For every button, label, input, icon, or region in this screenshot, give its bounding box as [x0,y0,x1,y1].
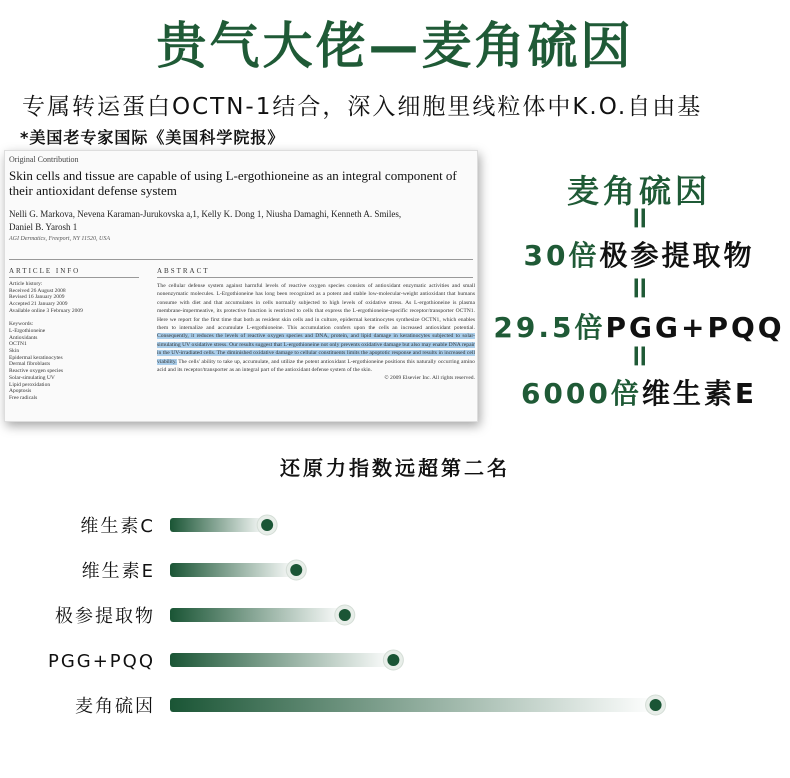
bar-end-dot [650,699,662,711]
bar [170,608,345,622]
bar-end-dot [290,564,302,576]
comparison-item: 维生素E [641,377,758,410]
multiplier: 6000倍 [520,377,642,410]
subtitle: 专属转运蛋白OCTN-1结合，深入细胞里线粒体中K.O.自由基 [22,94,703,120]
comparison-line-4 [488,372,790,412]
source-note: *美国老专家国际《美国科学院报》 [20,128,285,147]
article-info-heading: ARTICLE INFO [9,267,81,275]
copyright: © 2009 Elsevier Inc. All rights reserved. [384,375,475,382]
equals-sign: = [622,275,657,301]
paper-affiliation: AGI Dermatics, Freeport, NY 11520, USA [9,236,110,242]
bar [170,698,656,712]
divider [9,277,139,278]
bar-label: 极参提取物 [55,606,155,627]
bar [170,518,267,532]
bar [170,653,393,667]
page-title: 贵气大佬—麦角硫因 [156,17,634,75]
paper-title: Skin cells and tissue are capable of using L-ergothioneine as an integral component of their antioxidant defense system [9,168,457,198]
paper-authors: Nelli G. Markova, Nevena Karaman-Jurukovska a,1, Kelly K. Dong 1, Niusha Damaghi, Kenneth A. Smiles, Daniel B. Yarosh 1 [9,209,402,232]
bar-label: 维生素E [81,561,155,582]
bar-end-dot [387,654,399,666]
article-info: Article history: Received 26 August 2008 Revised 16 January 2009 Accepted 21 January 2009 Available online 3 February 2009 Keywords: L-Ergothioneine Antioxidants OCTN1 Skin Epidermal keratinocytes Dermal fibroblasts Reactive oxygen species Solar-simulating UV Lipid peroxidation Apoptosis Free radicals [9,281,83,401]
multiplier: 30倍 [523,239,600,272]
bar-label: 麦角硫因 [75,696,155,717]
divider [157,277,473,278]
paper-screenshot [4,150,478,422]
equals-sign: = [622,343,657,369]
bar-chart [0,500,790,730]
paper-label: Original Contribution [9,155,79,164]
abstract-highlight: Consequently, it reduces the levels of reactive oxygen species and DNA, protein, and lipid damage in keratinocytes subjected to solar-simulating UV oxidative stress. Our results suggest that L-ergothioneine not only prevents oxidative damage but also may enable DNA repair in the UV-irradiated cells. The diminished oxidative damage to cellular constituents limits the apoptotic response and results in increased cell viability. [157,333,475,365]
abstract-tail: The cells' ability to take up, accumulate, and utilize the potent antioxidant L-ergothioneine positions this naturally occurring amino acid and its receptor/transporter as an integral part of the antioxidant defense system of the skin. [157,358,475,374]
bar [170,563,296,577]
bar-end-dot [339,609,351,621]
abstract-heading: ABSTRACT [157,267,210,275]
comparison-line-1: 麦角硫因 [566,172,711,210]
equals-sign: = [622,205,657,231]
multiplier: 29.5倍 [493,311,606,344]
bar-label: PGG+PQQ [47,651,155,672]
bar-end-dot [261,519,273,531]
comparison-item: PGG+PQQ [605,311,785,344]
chart-title: 还原力指数远超第二名 [280,456,510,480]
comparison-item: 极参提取物 [599,239,755,272]
abstract [157,282,475,383]
abstract-text: The cellular defense system against harmful levels of reactive oxygen species consists of antioxidant enzymatic activities and small nonenzymatic molecules. L-Ergothioneine has long been recognized as a potent and stable low-molecular-weight antioxidant that humans consume with diet and that accumulates in cells normally subjected to high levels of oxidative stress. As L-ergothioneine is plasma membrane-impermeative, its protective function is restricted to cells that express the L-ergothioneine-specific receptor/transporter OCTN1. Here we report for the first time that both as resident skin cells and in culture, epidermal keratinocytes synthesize OCTN1, which enables them to internalize and accumulate L-ergothioneine. This accumulation confers upon the cells an increased antioxidant potential. [157,283,475,332]
bar-label: 维生素C [80,516,155,537]
divider [9,259,473,260]
